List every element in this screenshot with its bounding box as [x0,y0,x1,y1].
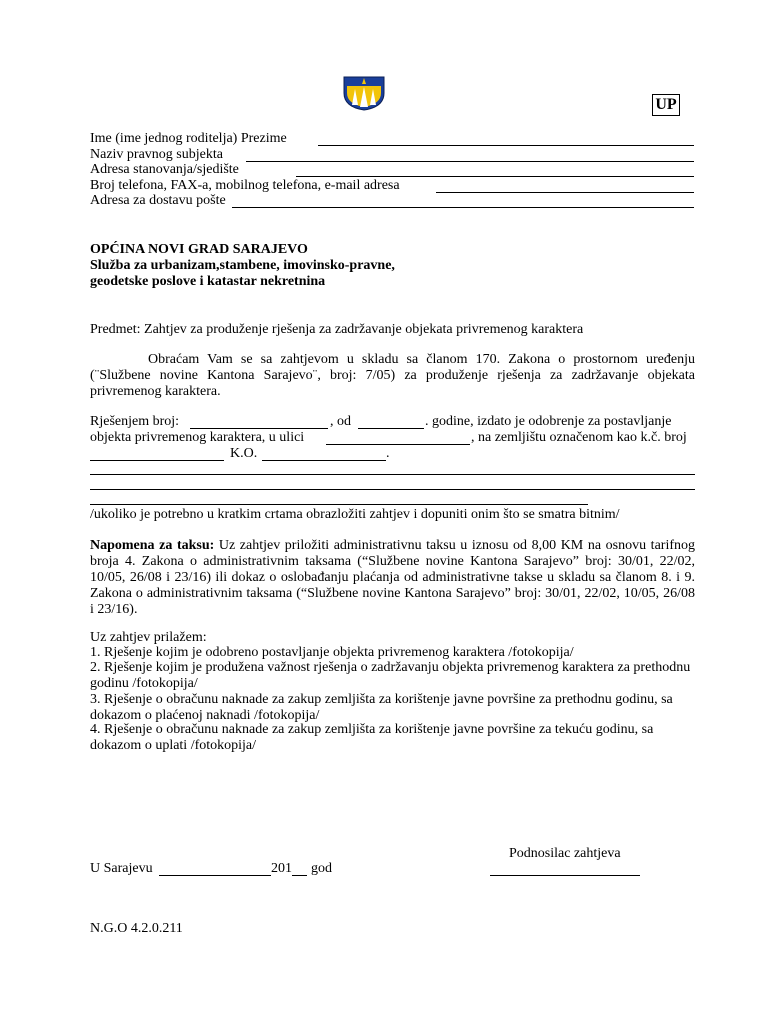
resolution-period: . [386,446,390,461]
year-suffix-field[interactable] [292,875,307,876]
recipient-municipality: OPĆINA NOVI GRAD SARAJEVO [90,242,308,257]
explanation-line-3[interactable] [90,504,588,505]
resolution-parcel-field[interactable] [90,460,224,461]
subject-line: Predmet: Zahtjev za produženje rješenja za zadržavanje objekata privremenog karaktera [90,322,584,337]
coat-of-arms-logo [342,75,386,111]
attachment-item: 2. Rješenje kojim je produžena važnost rješenja o zadržavanju objekta privremenog karaktera za prethodnu godinu /fotokopija/ [90,660,691,691]
explanation-line-2[interactable] [90,489,695,490]
applicant-signature-label: Podnosilac zahtjeva [509,846,621,861]
explanation-note: /ukoliko je potrebno u kratkim crtama obrazložiti zahtjev i dopuniti onim što se smatra bitnim/ [90,507,620,522]
explanation-line-1[interactable] [90,474,695,475]
field-label-name: Ime (ime jednog roditelja) Prezime [90,131,287,146]
resolution-godine: . godine, izdato je odobrenje za postavljanje [425,414,672,429]
resolution-number-field[interactable] [190,428,328,429]
place-label: U Sarajevu [90,861,153,876]
field-line-contact[interactable] [436,192,694,193]
recipient-service-line1: Služba za urbanizam,stambene, imovinsko-pravne, [90,258,395,273]
up-badge: UP [652,94,680,116]
tax-note-text: Uz zahtjev priložiti administrativnu taksu u iznosu od 8,00 KM na osnovu tarifnog broja 4. Zakona o administrativnim taksama (“Službene novine Kantona Sarajevo” broj: 30/01, 22/02, 10/05, 26/08 i 23/16) ili dokaz o oslobađanju plaćanja od administrativne takse u skladu sa članom 8. i 9. Zakona o administrativnim taksama (“Službene novine Kantona Sarajevo” broj: 30/01, 22/02, 10/05, 26/08 i 23/16). [90,538,695,617]
tax-note-label: Napomena za taksu: [90,538,215,553]
intro-paragraph: Obraćam Vam se sa zahtjevom u skladu sa članom 170. Zakona o prostornom uređenju (¨Službene novine Kantona Sarajevo¨, broj: 7/05) za produženje rješenja za zadržavanje objekata privremenog karaktera. [90,352,695,399]
resolution-street-field[interactable] [326,444,470,445]
resolution-parcel-label: , na zemljištu označenom kao k.č. broj [471,430,687,445]
date-field[interactable] [159,875,271,876]
signature-field[interactable] [490,875,640,876]
field-line-legal-entity[interactable] [246,161,694,162]
resolution-ko-field[interactable] [262,460,386,461]
field-label-contact: Broj telefona, FAX-a, mobilnog telefona, e-mail adresa [90,178,400,193]
attachments-title: Uz zahtjev prilažem: [90,630,207,645]
field-label-delivery-address: Adresa za dostavu pošte [90,193,226,208]
attachment-item: 3. Rješenje o obračunu naknade za zakup zemljišta za korištenje javne površine za prethodnu godinu, sa dokazom o plaćenoj naknadi /fotokopija/ [90,692,673,723]
field-label-legal-entity: Naziv pravnog subjekta [90,147,223,162]
attachment-item: 1. Rješenje kojim je odobreno postavljanje objekta privremenog karaktera /fotokopija/ [90,645,574,660]
field-line-delivery-address[interactable] [232,207,694,208]
field-line-address[interactable] [296,176,694,177]
form-code: N.G.O 4.2.0.211 [90,921,183,936]
resolution-ko-label: K.O. [230,446,258,461]
year-prefix: 201 [271,861,292,876]
recipient-service-line2: geodetske poslove i katastar nekretnina [90,274,326,289]
god-label: god [311,861,332,876]
attachment-item: 4. Rješenje o obračunu naknade za zakup zemljišta za korištenje javne površine za tekuću godinu, sa dokazom o uplati /fotokopija/ [90,722,654,753]
field-line-name[interactable] [318,145,694,146]
tax-note [90,538,695,618]
resolution-date-field[interactable] [358,428,424,429]
field-label-address: Adresa stanovanja/sjedište [90,162,239,177]
resolution-od: , od [330,414,351,429]
resolution-street-label: objekta privremenog karaktera, u ulici [90,430,305,445]
resolution-prefix: Rješenjem broj: [90,414,180,429]
